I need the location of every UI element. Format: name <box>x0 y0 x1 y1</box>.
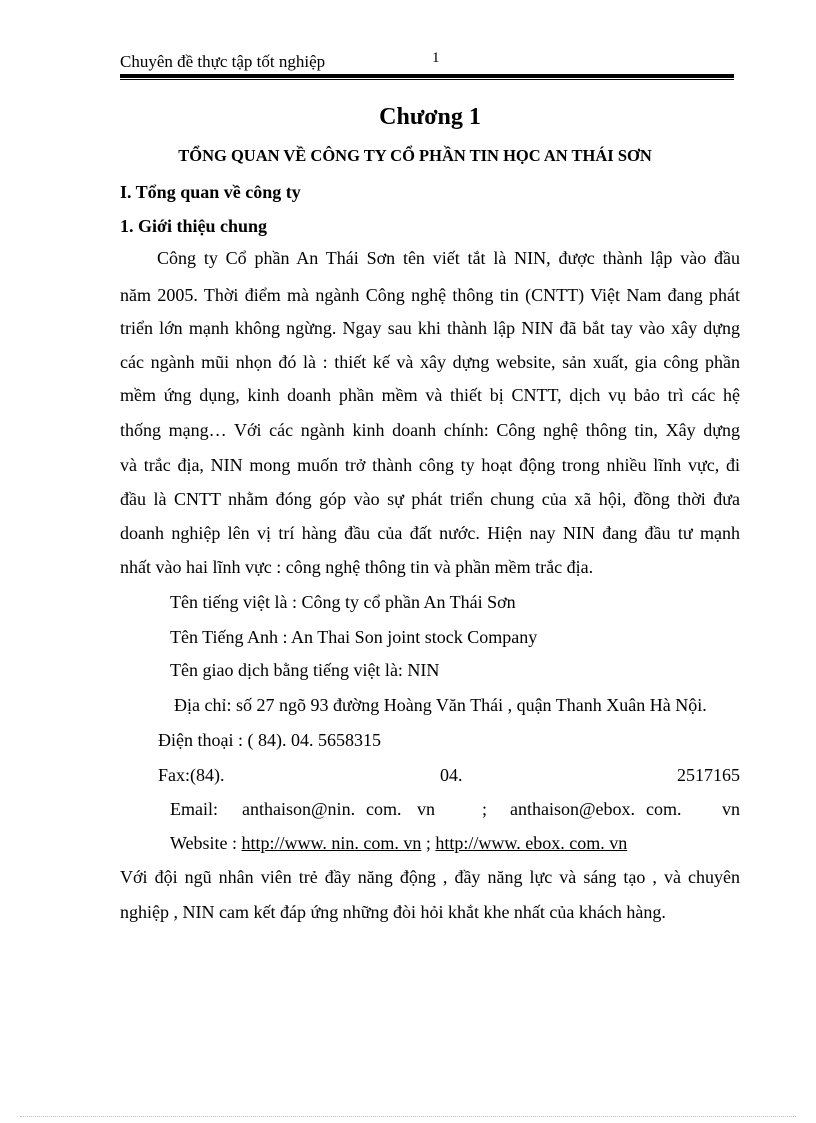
section-heading: I. Tổng quan về công ty <box>120 182 301 202</box>
fax-number: 2517165 <box>677 765 740 785</box>
en-name: Tên Tiếng Anh : An Thai Son joint stock Company <box>170 627 538 647</box>
intro-line: triển lớn mạnh không ngừng. Ngay sau khi thành lập NIN đã bắt tay vào xây dựng <box>120 318 740 338</box>
website-link-2[interactable]: http://www. ebox. com. vn <box>435 833 628 853</box>
website-link-1[interactable]: http://www. nin. com. vn <box>241 833 422 853</box>
chapter-subtitle: TỔNG QUAN VỀ CÔNG TY CỔ PHẦN TIN HỌC AN THÁI SƠN <box>178 146 652 165</box>
trade-name: Tên giao dịch bằng tiếng việt là: NIN <box>170 660 440 680</box>
fax-mid: 04. <box>440 765 463 785</box>
page-number: 1 <box>432 50 440 66</box>
email-vn-2: vn <box>722 799 740 819</box>
email-label: Email: <box>170 799 218 819</box>
intro-line: Công ty Cổ phần An Thái Sơn tên viết tắt là NIN, được thành lập vào đầu <box>157 248 740 268</box>
closing-line: Với đội ngũ nhân viên trẻ đầy năng động , đầy năng lực và sáng tạo , và chuyên <box>120 867 740 887</box>
intro-line: mềm ứng dụng, kinh doanh phần mềm và thiết bị CNTT, dịch vụ bảo trì các hệ <box>120 385 740 405</box>
header-rule-thin <box>120 79 734 80</box>
email-separator: ; <box>482 799 488 819</box>
vn-name: Tên tiếng việt là : Công ty cổ phần An Thái Sơn <box>170 592 516 612</box>
closing-line: nghiệp , NIN cam kết đáp ứng những đòi hỏi khắt khe nhất của khách hàng. <box>120 902 666 922</box>
email-com-1: com. <box>366 799 402 819</box>
address: Địa chỉ: số 27 ngõ 93 đường Hoàng Văn Thái , quận Thanh Xuân Hà Nội. <box>174 695 707 715</box>
intro-line: nhất vào hai lĩnh vực : công nghệ thông tin và phần mềm trắc địa. <box>120 557 594 577</box>
email-com-2: com. <box>646 799 682 819</box>
subsection-heading: 1. Giới thiệu chung <box>120 216 267 236</box>
intro-line: năm 2005. Thời điểm mà ngành Công nghệ thông tin (CNTT) Việt Nam đang phát <box>120 285 740 305</box>
website-separator: ; <box>421 833 436 853</box>
website-row <box>170 833 627 854</box>
page-header <box>120 52 732 76</box>
header-title: Chuyên đề thực tập tốt nghiệp <box>120 52 326 71</box>
fax-label: Fax:(84). <box>158 765 225 785</box>
website-label: Website : <box>170 833 242 853</box>
intro-line: và trắc địa, NIN mong muốn trở thành công ty hoạt động trong nhiều lĩnh vực, đi <box>120 455 740 475</box>
intro-line: các ngành mũi nhọn đó là : thiết kế và xây dựng website, sản xuất, gia công phần <box>120 352 740 372</box>
footer-divider <box>20 1116 796 1117</box>
intro-line: doanh nghiệp lên vị trí hàng đầu của đất nước. Hiện nay NIN đang đầu tư mạnh <box>120 523 740 543</box>
phone: Điện thoại : ( 84). 04. 5658315 <box>158 730 381 750</box>
email-vn-1: vn <box>417 799 435 819</box>
fax-row <box>158 765 740 789</box>
intro-line: thống mạng… Với các ngành kinh doanh chính: Công nghệ thông tin, Xây dựng <box>120 420 740 440</box>
intro-line: đầu là CNTT nhằm đóng góp vào sự phát triển chung của xã hội, đồng thời đưa <box>120 489 740 509</box>
chapter-title: Chương 1 <box>379 104 481 130</box>
email-2: anthaison@ebox. <box>510 799 636 819</box>
email-row <box>170 799 740 823</box>
email-1: anthaison@nin. <box>242 799 356 819</box>
header-rule-thick <box>120 74 734 78</box>
